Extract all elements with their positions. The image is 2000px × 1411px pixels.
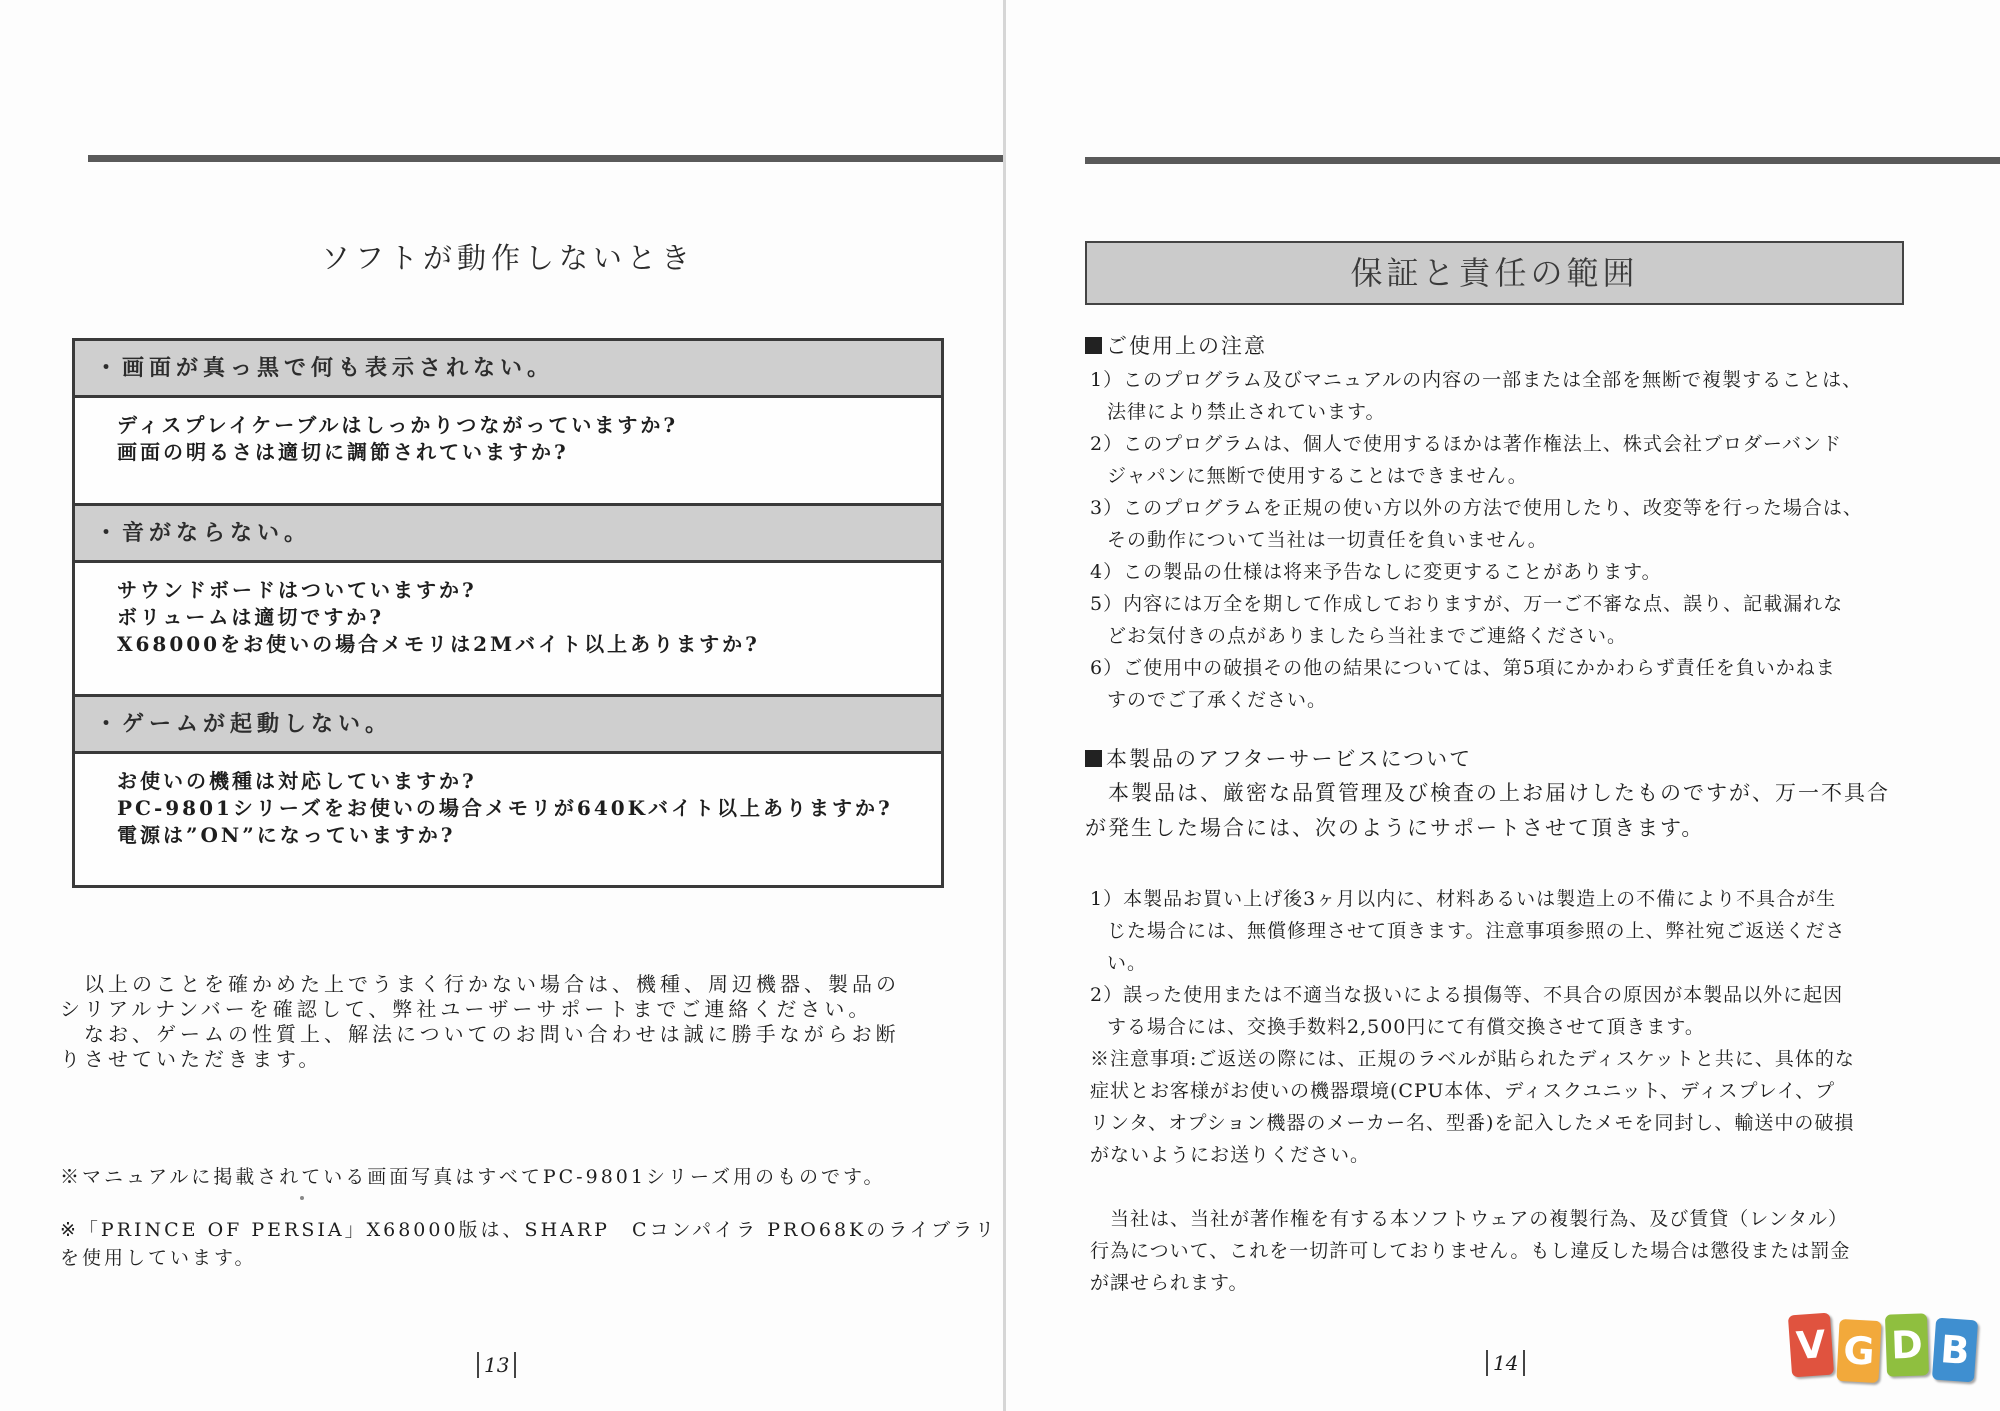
usage-line: 法律により禁止されています。 (1107, 401, 1386, 423)
service-list (1090, 883, 1920, 1171)
service-line: ※注意事項:ご返送の際には、正規のラベルが貼られたディスケットと共に、具体的な (1090, 1048, 1855, 1070)
copyright-line: 行為について、これを一切許可しておりません。もし違反した場合は懲役または罰金 (1090, 1240, 1851, 1262)
logo-tile-g: G (1836, 1319, 1881, 1383)
usage-line: 6）ご使用中の破損その他の結果については、第5項にかかわらず責任を負いかねま (1090, 657, 1836, 679)
footnote-library (60, 1216, 998, 1272)
section-heading: ・ゲームが起動しない。 (75, 694, 941, 754)
vgdb-watermark-logo (1790, 1314, 1990, 1384)
square-bullet-icon (1085, 750, 1102, 767)
copyright-line: が課せられます。 (1090, 1272, 1249, 1294)
service-intro (1085, 776, 1915, 846)
footnote-screenshots (60, 1163, 990, 1191)
troubleshooting-box (72, 338, 944, 888)
right-page-title: 保証と責任の範囲 (1085, 241, 1904, 305)
note-line: りさせていただきます。 (60, 1047, 323, 1071)
trouble-section-sound (75, 503, 941, 658)
usage-heading (1085, 330, 1267, 360)
note-line: シリアルナンバーを確認して、弊社ユーザーサポートまでご連絡ください。 (60, 997, 873, 1021)
right-header-rule (1085, 157, 2000, 164)
usage-line: ジャパンに無断で使用することはできません。 (1107, 465, 1528, 487)
section-body (75, 563, 941, 658)
page-number-left: 13 (477, 1352, 516, 1378)
service-intro-line: が発生した場合には、次のようにサポートさせて頂きます。 (1085, 816, 1705, 840)
usage-line: 4）この製品の仕様は将来予告なしに変更することがあります。 (1090, 561, 1662, 583)
section-line: X68000をお使いの場合メモリは2Mバイト以上ありますか? (117, 632, 760, 656)
section-heading: ・画面が真っ黒で何も表示されない。 (75, 338, 941, 398)
left-header-rule (88, 155, 1003, 162)
note-line: なお、ゲームの性質上、解法についてのお問い合わせは誠に勝手ながらお断 (60, 1022, 900, 1046)
logo-tile-b: B (1932, 1318, 1978, 1383)
note-line: 以上のことを確かめた上でうまく行かない場合は、機種、周辺機器、製品の (60, 972, 900, 996)
usage-line: どお気付きの点がありましたら当社までご連絡ください。 (1107, 625, 1628, 647)
service-intro-line: 本製品は、厳密な品質管理及び検査の上お届けしたものですが、万一不具合 (1085, 781, 1890, 805)
service-line: する場合には、交換手数料2,500円にて有償交換させて頂きます。 (1107, 1016, 1705, 1038)
square-bullet-icon (1085, 337, 1102, 354)
usage-line: 5）内容には万全を期して作成しておりますが、万一ご不審な点、誤り、記載漏れな (1090, 593, 1844, 615)
section-line: PC-9801シリーズをお使いの場合メモリが640Kバイト以上ありますか? (117, 796, 893, 820)
service-line: がないようにお送りください。 (1090, 1144, 1371, 1166)
service-line: い。 (1107, 952, 1148, 974)
usage-line: その動作について当社は一切責任を負いません。 (1107, 529, 1548, 551)
page-number-right: 14 (1486, 1350, 1525, 1376)
section-heading: ・音がならない。 (75, 503, 941, 563)
service-line: じた場合には、無償修理させて頂きます。注意事項参照の上、弊社宛ご返送くださ (1107, 920, 1846, 942)
service-line: 2）誤った使用または不適当な扱いによる損傷等、不具合の原因が本製品以外に起因 (1090, 984, 1844, 1006)
left-page-title: ソフトが動作しないとき (320, 241, 695, 275)
logo-tile-v: V (1788, 1313, 1834, 1378)
copyright-line: 当社は、当社が著作権を有する本ソフトウェアの複製行為、及び賃貸（レンタル） (1090, 1208, 1849, 1230)
paper-speck (300, 1196, 304, 1200)
section-line: 電源は”ON”になっていますか? (117, 823, 456, 847)
support-note (60, 972, 960, 1072)
section-line: お使いの機種は対応していますか? (117, 769, 477, 793)
footnote-line: を使用しています。 (60, 1247, 257, 1269)
book-spine (1003, 0, 1006, 1411)
service-line: 1）本製品お買い上げ後3ヶ月以内に、材料あるいは製造上の不備により不具合が生 (1090, 888, 1837, 910)
usage-line: 3）このプログラムを正規の使い方以外の方法で使用したり、改変等を行った場合は、 (1090, 497, 1863, 519)
usage-line: 2）このプログラムは、個人で使用するほかは著作権法上、株式会社ブロダーバンド (1090, 433, 1842, 455)
section-line: 画面の明るさは適切に調節されていますか? (117, 440, 569, 464)
footnote-line: ※「PRINCE OF PERSIA」X68000版は、SHARP Cコンパイラ PRO68Kのライブラリ (60, 1219, 998, 1241)
footnote-line: ※マニュアルに掲載されている画面写真はすべてPC-9801シリーズ用のものです。 (60, 1166, 886, 1188)
section-line: サウンドボードはついていますか? (117, 578, 477, 602)
trouble-section-screen (75, 338, 941, 466)
usage-heading-text: ご使用上の注意 (1106, 334, 1267, 358)
usage-line: すのでご了承ください。 (1107, 689, 1328, 711)
section-body (75, 398, 941, 466)
trouble-section-boot (75, 694, 941, 849)
section-body (75, 754, 941, 849)
service-line: 症状とお客様がお使いの機器環境(CPU本体、ディスクユニット、ディスプレイ、プ (1090, 1080, 1836, 1102)
service-line: リンタ、オプション機器のメーカー名、型番)を記入したメモを同封し、輸送中の破損 (1090, 1112, 1855, 1134)
service-heading (1085, 743, 1472, 773)
section-line: ボリュームは適切ですか? (117, 605, 385, 629)
usage-line: 1）このプログラム及びマニュアルの内容の一部または全部を無断で複製することは、 (1090, 369, 1863, 391)
section-line: ディスプレイケーブルはしっかりつながっていますか? (117, 413, 679, 437)
logo-tile-d: D (1885, 1313, 1929, 1376)
copyright-notice (1090, 1203, 1920, 1299)
usage-list (1090, 364, 1920, 716)
service-heading-text: 本製品のアフターサービスについて (1106, 747, 1473, 771)
